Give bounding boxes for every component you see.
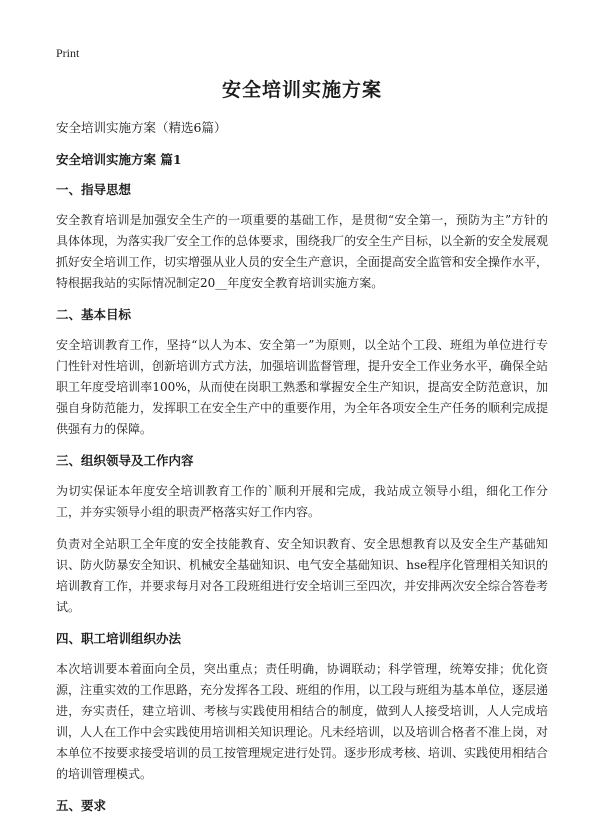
section-heading-requirements: 五、要求 <box>56 798 107 813</box>
section-heading-organization: 三、组织领导及工作内容 <box>56 453 194 468</box>
document-body <box>56 76 548 826</box>
document-subtitle: 安全培训实施方案（精选6篇） <box>56 120 227 135</box>
section-paragraph: 为切实保证本年度安全培训教育工作的`顺利开展和完成，我站成立领导小组，细化工作分工，并夯实领导小组的职责严格落实好工作内容。 <box>56 484 548 519</box>
section-heading-guiding-ideology: 一、指导思想 <box>56 182 132 197</box>
document-title: 安全培训实施方案 <box>221 79 382 101</box>
section-heading-basic-goals: 二、基本目标 <box>56 307 132 322</box>
section-paragraph: 安全教育培训是加强安全生产的一项重要的基础工作，是贯彻“安全第一，预防为主”方针的具体体现，为落实我厂安全工作的总体要求，围绕我厂的安全生产目标，以全新的安全发展观抓好安全培训工作，切实增强从业人员的安全生产意识，全面提高安全监管和安全操作水平，特根据我站的实际情况制定20__年度安全教育培训实施方案。 <box>56 213 549 290</box>
section-heading-training-methods: 四、职工培训组织办法 <box>56 631 182 646</box>
section-paragraph: 本次培训要本着面向全员，突出重点；责任明确，协调联动；科学管理，统筹安排；优化资源，注重实效的工作思路，充分发挥各工段、班组的作用，以工段与班组为基本单位，逐层递进，夯实责任，建立培训、考核与实践使用相结合的制度，做到人人接受培训，人人完成培训，人人在工作中会实践使用培训相关知识理论。凡未经培训，以及培训合格者不准上岗，对本单位不按要求接受培训的员工按管理规定进行处罚。逐步形成考核、培训、实践使用相结合的培训管理模式。 <box>56 662 549 781</box>
print-link[interactable]: Print <box>56 46 80 60</box>
section-paragraph: 负责对全站职工全年度的安全技能教育、安全知识教育、安全思想教育以及安全生产基础知识、防火防暴安全知识、机械安全基础知识、电气安全基础知识、hse程序化管理相关知识的培训教育工作，并要求每月对各工段班组进行安全培训三至四次，并安排两次安全综合答卷考试。 <box>56 537 549 614</box>
section-paragraph: 安全培训教育工作，坚持“以人为本、安全第一”为原则，以全站个工段、班组为单位进行专门性针对性培训，创新培训方式方法，加强培训监督管理，提升安全工作业务水平，确保全站职工年度受培训率100%，从而使在岗职工熟悉和掌握安全生产知识，提高安全防范意识，加强自身防范能力，发挥职工在安全生产中的重要作用，为全年各项安全生产任务的顺利完成提供强有力的保障。 <box>56 338 549 436</box>
article-heading: 安全培训实施方案 篇1 <box>56 152 182 167</box>
